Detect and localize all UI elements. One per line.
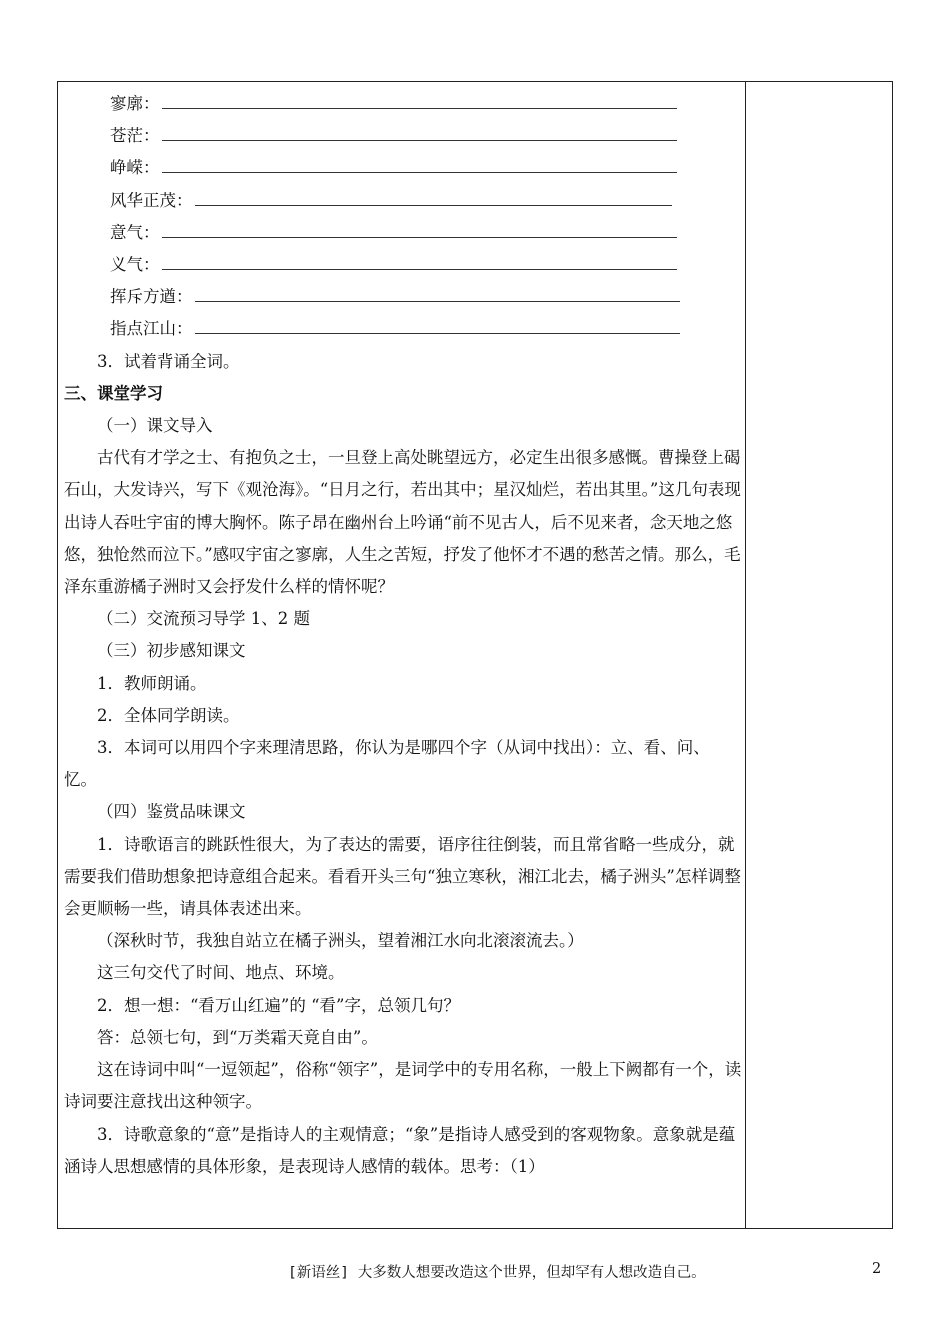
page-footer [0, 1261, 950, 1285]
paragraph: 古代有才学之士、有抱负之士，一旦登上高处眺望远方，必定生出很多感慨。曹操登上碣石山，大发诗兴，写下《观沧海》。“日月之行，若出其中；星汉灿烂，若出其里。”这几句表现出诗人吞吐宇宙的博大胸怀。陈子昂在幽州台上吟诵“前不见古人，后不见来者，念天地之悠悠，独怆然而泣下。”感叹宇宙之寥廓，人生之苦短，抒发了他怀才不遇的愁苦之情。那么，毛泽东重游橘子洲时又会抒发什么样的情怀呢？ [64, 448, 741, 597]
paragraph: （三）初步感知课文 [97, 641, 246, 661]
vocab-fill-row [110, 120, 742, 152]
paragraph: 3．诗歌意象的“意”是指诗人的主观情意；“象”是指诗人感受到的客观物象。意象就是蕴涵诗人思想感情的具体形象，是表现诗人感情的载体。思考：（1） [64, 1124, 736, 1176]
paragraph: 3．本词可以用四个字来理清思路，你认为是哪四个字（从词中找出）：立、看、问、忆。 [64, 738, 710, 790]
paragraph: 3．试着背诵全词。 [97, 351, 240, 371]
paragraph: 1．诗歌语言的跳跃性很大，为了表达的需要，语序往往倒装，而且常省略一些成分，就需要我们借助想象把诗意组合起来。看看开头三句“独立寒秋，湘江北去，橘子洲头”怎样调整会更顺畅一些，请具体表述出来。 [64, 834, 741, 919]
answer-blank-line[interactable] [162, 88, 677, 109]
paragraph: （四）鉴赏品味课文 [97, 802, 246, 822]
notes-column-cell [747, 82, 892, 1228]
document-table [57, 81, 893, 1229]
vocab-term: 义气： [110, 255, 160, 275]
vocab-fill-row [110, 185, 742, 217]
vocab-term: 寥廓： [110, 94, 160, 113]
vocab-term: 苍茫： [110, 126, 160, 146]
paragraph: 2．想一想：“看万山红遍”的 “看”字，总领几句？ [97, 995, 460, 1015]
answer-blank-line[interactable] [162, 120, 677, 141]
paragraph: 答：总领七句，到“万类霜天竟自由”。 [97, 1027, 378, 1047]
answer-blank-line[interactable] [162, 152, 677, 173]
paragraph: （一）课文导入 [97, 416, 213, 436]
paragraph: 这三句交代了时间、地点、环境。 [97, 963, 345, 983]
vocab-term: 风华正茂： [110, 190, 193, 210]
paragraph: 这在诗词中叫“一逗领起”，俗称“领字”，是词学中的专用名称，一般上下阙都有一个，读诗词要注意找出这种领字。 [64, 1060, 742, 1112]
vocab-term: 峥嵘： [110, 158, 160, 178]
main-content-cell [64, 88, 742, 1183]
vocab-fill-row [110, 217, 742, 249]
vocab-fill-row [110, 88, 742, 120]
page-number: 2 [872, 1261, 882, 1277]
paragraph: （深秋时节，我独自站立在橘子洲头，望着湘江水向北滚滚流去。） [97, 931, 584, 951]
answer-blank-line[interactable] [195, 313, 680, 334]
paragraph: 1．教师朗诵。 [97, 673, 207, 693]
paragraph: （二）交流预习导学 1、2 题 [97, 609, 310, 629]
vocab-fill-row [110, 313, 742, 345]
vocab-term: 意气： [110, 222, 160, 242]
answer-blank-line[interactable] [162, 249, 677, 270]
vocab-fill-row [110, 249, 742, 281]
answer-blank-line[interactable] [195, 281, 680, 302]
vocab-term: 指点江山： [110, 319, 193, 339]
paragraph: 2．全体同学朗读。 [97, 705, 240, 725]
answer-blank-line[interactable] [162, 217, 677, 238]
vocab-fill-row [110, 152, 742, 184]
answer-blank-line[interactable] [195, 185, 672, 206]
vocab-fill-row [110, 281, 742, 313]
section-heading: 三、课堂学习 [64, 383, 163, 403]
vocab-term: 挥斥方遒： [110, 287, 193, 307]
column-divider [745, 82, 746, 1228]
footer-motto: [新语丝] 大多数人想要改造这个世界，但却罕有人想改造自己。 [288, 1265, 706, 1281]
